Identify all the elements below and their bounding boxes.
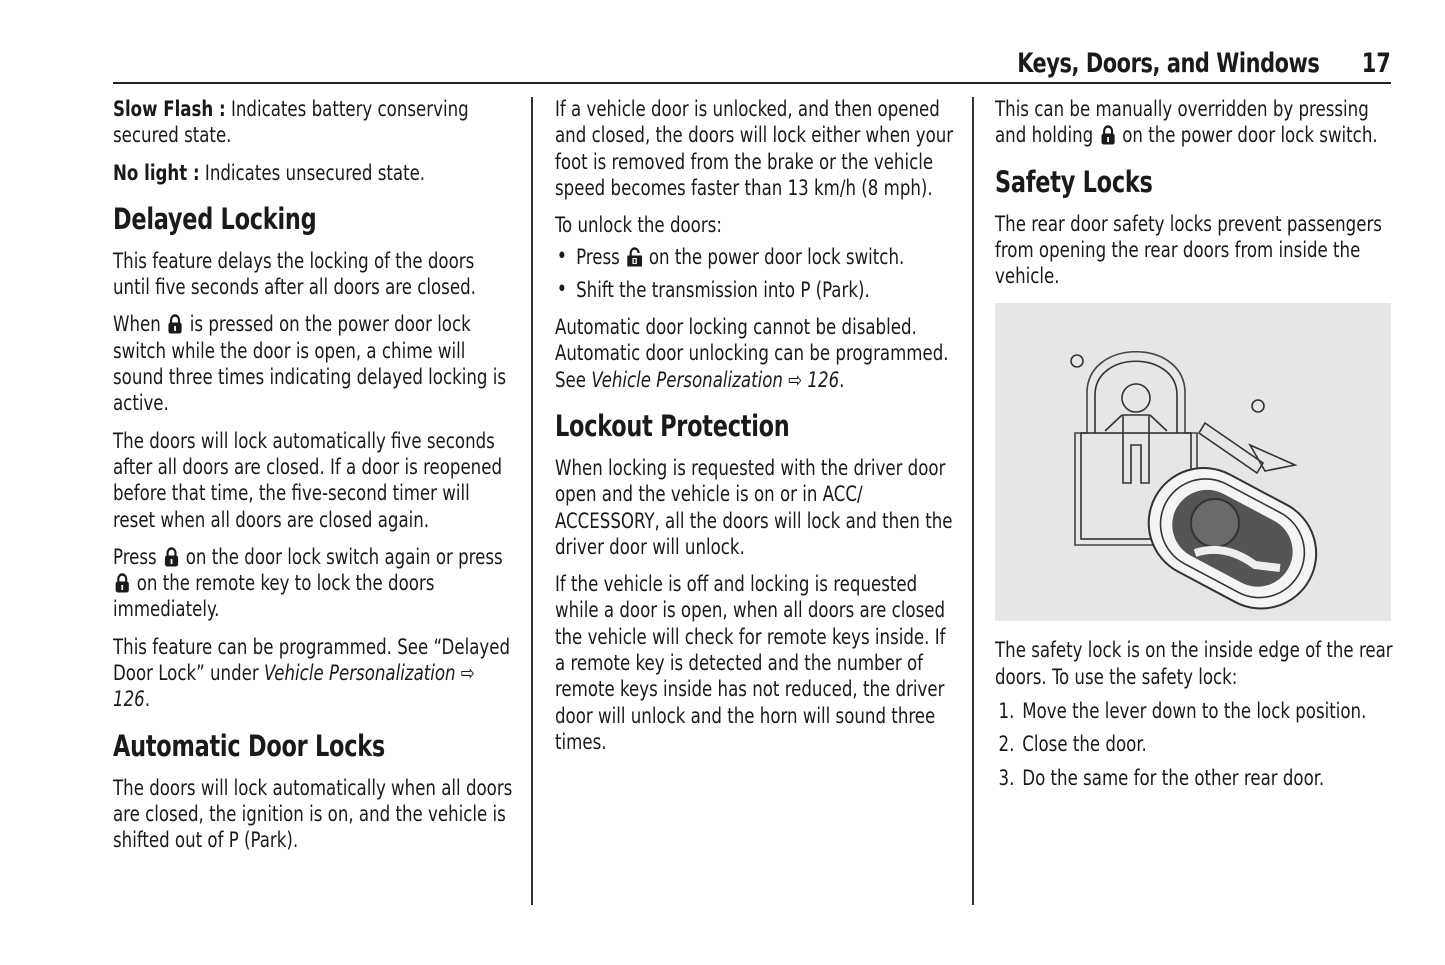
text-run: . [144, 687, 151, 712]
safety-paragraph-2: The safety lock is on the inside edge of the rear doors. To use the safety lock: [995, 638, 1393, 689]
step-text: Move the lever down to the lock position. [1022, 699, 1367, 724]
slow-flash-label: Slow Flash : [113, 97, 226, 121]
column-divider [972, 97, 974, 905]
column-1 [113, 96, 513, 865]
lockout-paragraph-2: If the vehicle is off and locking is requested while a door is open, when all doors are closed the vehicle will check for remote keys inside. If a remote key is detected and the number of remote keys inside has not reduced, the driver door will unlock and the horn will sound three times. [555, 572, 946, 754]
text-run: is pressed on the power door lock switch while the door is open, a chime will sound three times indicating delayed locking is active. [113, 312, 506, 416]
lockout-protection-heading: Lockout Protection [555, 408, 790, 443]
no-light-paragraph [113, 160, 514, 186]
slow-flash-paragraph [113, 96, 514, 149]
unlock-steps-list [555, 244, 956, 303]
page-ref-arrow-icon: ⇨ [455, 661, 475, 686]
lock-icon [1100, 125, 1115, 145]
text-run: Press [576, 245, 626, 270]
column-3 [995, 96, 1395, 798]
text-run: This feature can be programmed. See “Delayed Door Lock” under [113, 634, 511, 686]
automatic-door-locks-heading: Automatic Door Locks [113, 728, 386, 763]
text-run: When [113, 312, 167, 337]
page-ref-126-link[interactable]: 126 [113, 687, 145, 712]
programming-paragraph [555, 314, 956, 393]
no-light-label: No light : [113, 160, 200, 185]
safety-paragraph-1: The rear door safety locks prevent passengers from opening the rear doors from inside the vehicle. [995, 211, 1382, 289]
list-item [555, 244, 956, 270]
unlock-intro: To unlock the doors: [555, 213, 722, 238]
slow-flash-text: Indicates battery conserving secured state. [113, 97, 469, 148]
override-paragraph [995, 96, 1396, 149]
vehicle-personalization-link[interactable]: Vehicle Personalization [591, 367, 783, 392]
delayed-paragraph-1: This feature delays the locking of the doors until five seconds after all doors are closed. [113, 248, 476, 300]
list-item [995, 731, 1396, 757]
step-text: Do the same for the other rear door. [1022, 765, 1325, 790]
list-item: • Shift the transmission into P (Park). [555, 277, 956, 303]
page-ref-126-link[interactable]: 126 [807, 367, 840, 392]
text-run: This can be manually overridden by pressing and holding [995, 97, 1369, 148]
text-run: Press [113, 544, 162, 569]
text-run: on the power door lock switch. [643, 245, 905, 270]
step-number: 3. [998, 765, 1015, 790]
vehicle-personalization-link[interactable]: Vehicle Personalization [264, 661, 456, 686]
page-number: 17 [1361, 48, 1391, 79]
child-safety-lock-illustration [995, 303, 1391, 621]
child-lock-figure-svg [995, 303, 1391, 621]
delayed-paragraph-3: The doors will lock automatically five seconds after all doors are closed. If a door is reopened before that time, the five-second timer will reset when all doors are closed again. [113, 428, 503, 532]
text-run: on the remote key to lock the doors immediately. [113, 571, 435, 622]
text-run: on the door lock switch again or press [180, 544, 503, 569]
unlock-icon [627, 247, 642, 267]
column-divider [531, 97, 533, 905]
lock-icon [115, 573, 130, 593]
text-run: . [839, 367, 845, 392]
text-run: Automatic door locking cannot be disabled. Automatic door unlocking can be programmed. See [555, 315, 949, 392]
auto-lock-paragraph: If a vehicle door is unlocked, and then opened and closed, the doors will lock either when your foot is removed from the brake or the vehicle speed becomes faster than 13 km/h (8 mph). [555, 97, 954, 200]
no-light-text: Indicates unsecured state. [199, 160, 426, 185]
automatic-paragraph-1: The doors will lock automatically when all doors are closed, the ignition is on, and the vehicle is shifted out of P (Park). [113, 775, 513, 853]
running-header [113, 48, 1391, 84]
list-item [995, 698, 1396, 724]
safety-steps-list [995, 698, 1396, 791]
column-2 [555, 96, 955, 766]
lock-icon [168, 314, 183, 334]
list-item [995, 765, 1396, 791]
text-run: on the power door lock switch. [1116, 123, 1378, 148]
delayed-paragraph-5 [113, 634, 514, 713]
delayed-paragraph-2 [113, 311, 514, 416]
delayed-locking-heading: Delayed Locking [113, 201, 317, 236]
page-ref-arrow-icon: ⇨ [782, 367, 808, 392]
lock-icon [164, 547, 179, 567]
safety-locks-heading: Safety Locks [995, 164, 1153, 199]
step-text: Close the door. [1022, 732, 1147, 757]
section-title: Keys, Doors, and Windows [1016, 48, 1319, 79]
step-number: 1. [998, 699, 1015, 724]
step-number: 2. [998, 732, 1015, 757]
lock-lever-icon [1129, 449, 1335, 621]
down-arrow-icon [1199, 400, 1295, 473]
lockout-paragraph-1: When locking is requested with the driver door open and the vehicle is on or in ACC/ ACCESSORY, all the doors will lock and then the driver door will unlock. [555, 455, 953, 559]
delayed-paragraph-4 [113, 544, 514, 623]
